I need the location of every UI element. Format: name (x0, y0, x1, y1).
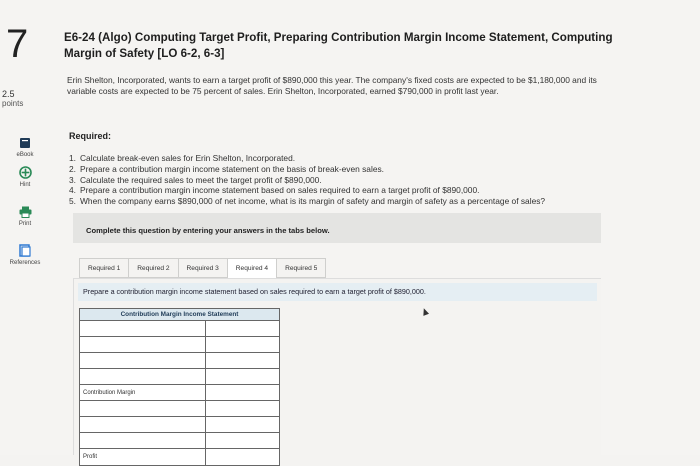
print-icon (19, 206, 32, 218)
instruction-bar: Complete this question by entering your answers in the tabs below. (73, 213, 601, 243)
tab-panel (73, 278, 601, 460)
contribution-margin-label: Contribution Margin (80, 385, 206, 400)
mouse-cursor-icon (421, 307, 429, 316)
row-label-input[interactable] (80, 337, 206, 352)
row-value-input[interactable] (206, 433, 279, 448)
tab-required-5[interactable]: Required 5 (276, 258, 326, 278)
references-icon (19, 244, 31, 257)
row-label-input[interactable] (80, 321, 206, 336)
table-row (80, 417, 279, 433)
question-intro: Erin Shelton, Incorporated, wants to earn a target profit of $890,000 this year. The company's fixed costs are expected to be $1,180,000 and its variable costs are expected to be 75 percent of sales. Erin Shelton, Incorporated, earned $790,000 in profit last year. (67, 75, 597, 97)
row-value-input[interactable] (206, 385, 279, 400)
row-value-input[interactable] (206, 321, 279, 336)
table-row (80, 369, 279, 385)
hint-icon (19, 166, 32, 179)
question-title: E6-24 (Algo) Computing Target Profit, Preparing Contribution Margin Income Statement, Computing Margin of Safety [LO 6-2, 6-3] (64, 31, 613, 60)
requirements-list (69, 153, 629, 207)
income-statement-table (79, 308, 280, 466)
print-label: Print (18, 221, 32, 227)
references-label: References (9, 260, 41, 266)
ebook-label: eBook (16, 152, 34, 158)
table-row (80, 433, 279, 449)
row-label-input[interactable] (80, 401, 206, 416)
row-label-input[interactable] (80, 417, 206, 432)
profit-label: Profit (80, 449, 206, 465)
table-row (80, 449, 279, 465)
references-tool[interactable] (8, 244, 42, 266)
requirement-tabs (79, 258, 326, 278)
requirement-item: 3. Calculate the required sales to meet the target profit of $890,000. (69, 174, 322, 185)
row-value-input[interactable] (206, 369, 279, 384)
tab-required-1[interactable]: Required 1 (79, 258, 128, 278)
table-row (80, 401, 279, 417)
ebook-tool[interactable] (8, 137, 42, 158)
points-label: points (2, 98, 24, 108)
row-value-input[interactable] (206, 353, 279, 368)
row-value-input[interactable] (206, 401, 279, 416)
tab-required-2[interactable]: Required 2 (128, 258, 177, 278)
task-prompt: Prepare a contribution margin income statement based on sales required to earn a target profit of $890,000. (78, 283, 597, 301)
row-value-input[interactable] (206, 449, 279, 465)
requirement-item: 4. Prepare a contribution margin income statement based on sales required to earn a target profit of $890,000. (69, 185, 480, 196)
hint-tool[interactable] (8, 166, 42, 188)
points-value: 2.5 (2, 89, 15, 99)
row-value-input[interactable] (206, 337, 279, 352)
question-number: 7 (6, 22, 29, 66)
requirement-item: 5. When the company earns $890,000 of net income, what is its margin of safety and margin of safety as a percentage of sales? (69, 196, 546, 206)
required-heading: Required: (69, 131, 112, 141)
requirement-item: 1. Calculate break-even sales for Erin Shelton, Incorporated. (69, 153, 296, 163)
table-row (80, 321, 279, 337)
hint-label: Hint (19, 182, 31, 188)
statement-header: Contribution Margin Income Statement (80, 309, 279, 321)
row-label-input[interactable] (80, 353, 206, 368)
tab-required-3[interactable]: Required 3 (178, 258, 227, 278)
row-value-input[interactable] (206, 417, 279, 432)
table-row (80, 385, 279, 401)
table-row (80, 337, 279, 353)
ebook-icon (19, 137, 31, 149)
table-row (80, 353, 279, 369)
print-tool[interactable] (8, 206, 42, 227)
row-label-input[interactable] (80, 369, 206, 384)
row-label-input[interactable] (80, 433, 206, 448)
requirement-item: 2. Prepare a contribution margin income statement on the basis of break-even sales. (69, 163, 384, 174)
tab-required-4[interactable]: Required 4 (227, 258, 276, 279)
points-indicator (2, 90, 23, 109)
